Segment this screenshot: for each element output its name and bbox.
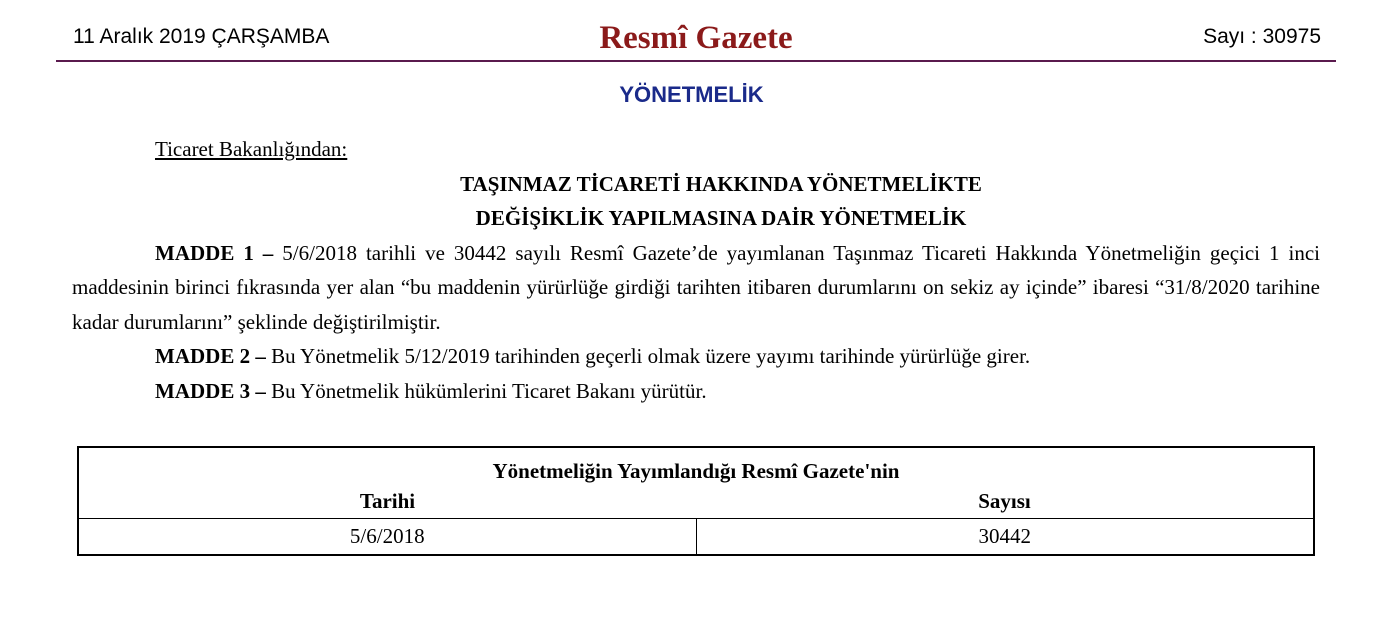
publication-table: [77, 446, 1315, 556]
masthead-divider: [56, 60, 1336, 62]
regulation-title-line1: TAŞINMAZ TİCARETİ HAKKINDA YÖNETMELİKTE: [460, 171, 982, 196]
column-header-date: Tarihi: [359, 488, 416, 513]
issue-number: Sayı : 30975: [1203, 25, 1321, 48]
table-cell-number: 30442: [696, 519, 1314, 556]
column-header-number: Sayısı: [978, 488, 1031, 513]
article-2-label: MADDE 2 –: [155, 344, 266, 368]
article-3-text: Bu Yönetmelik hükümlerini Ticaret Bakanı yürütür.: [265, 378, 707, 403]
regulation-title: [122, 167, 1320, 236]
regulation-title-line2: DEĞİŞİKLİK YAPILMASINA DAİR YÖNETMELİK: [475, 206, 967, 230]
article-1-label: MADDE 1 –: [155, 240, 274, 265]
section-heading: YÖNETMELİK: [619, 82, 764, 107]
table-cell-date: 5/6/2018: [78, 519, 696, 556]
publication-date: 11 Aralık 2019 ÇARŞAMBA: [73, 25, 330, 48]
article-2-text: Bu Yönetmelik 5/12/2019 tarihinden geçerli olmak üzere yayımı tarihinde yürürlüğe girer.: [265, 344, 1031, 368]
issuer-line: Ticaret Bakanlığından:: [155, 137, 348, 161]
article-1-text: 5/6/2018 tarihli ve 30442 sayılı Resmî Gazete’de yayımlanan Taşınmaz Ticareti Hakkında Yönetmeliğin geçici 1 inci maddesinin birinci fıkrasında yer alan “bu maddenin yürürlüğe girdiği tarihten itibaren durumlarını on sekiz ay içinde” ibaresi “31/8/2020 tarihine kadar durumlarını” şeklinde değiştirilmiştir.: [72, 240, 1320, 334]
masthead: [56, 18, 1336, 60]
article-2: [72, 339, 1320, 374]
table-title: Yönetmeliğin Yayımlandığı Resmî Gazete'nin: [492, 459, 900, 483]
article-1: [72, 236, 1320, 340]
article-3: [72, 374, 1320, 409]
table-row: [78, 519, 1314, 556]
gazette-title: Resmî Gazete: [599, 20, 793, 56]
document-body: [72, 132, 1320, 408]
article-3-label: MADDE 3 –: [155, 378, 266, 403]
